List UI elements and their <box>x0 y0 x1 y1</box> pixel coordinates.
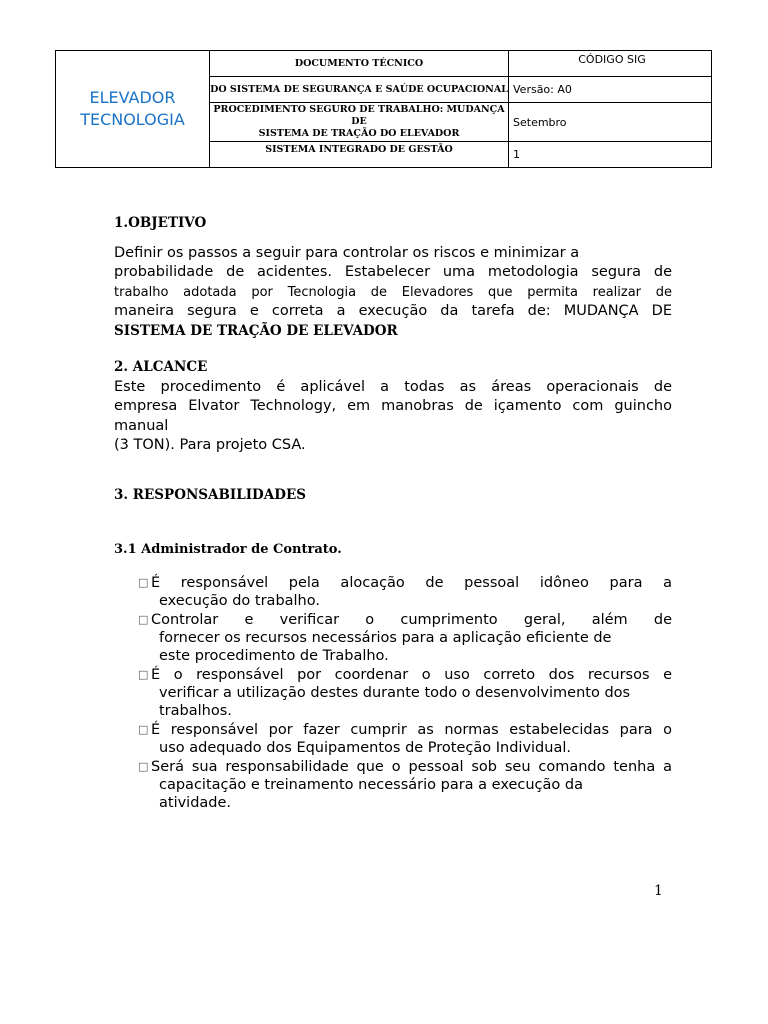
list-item-continuation: fornecer os recursos necessários para a aplicação eficiente de <box>159 630 612 646</box>
version-cell: Versão: A0 <box>509 77 712 103</box>
list-item-continuation: trabalhos. <box>159 703 232 719</box>
contract-admin-heading: 3.1 Administrador de Contrato. <box>114 542 342 557</box>
objective-line-2: probabilidade de acidentes. Estabelecer uma metodologia segura de <box>114 264 672 280</box>
scope-line-1: Este procedimento é aplicável a todas as áreas operacionais de <box>114 378 672 395</box>
bullet-glyph-icon: □ <box>138 613 149 626</box>
bullet-glyph-icon: □ <box>138 576 149 589</box>
objective-heading: 1.OBJETIVO <box>114 215 207 231</box>
logo-line-1: ELEVADOR <box>89 88 176 107</box>
list-item-continuation: execução do trabalho. <box>159 593 320 609</box>
doc-type-cell: DOCUMENTO TÉCNICO <box>210 51 509 77</box>
bullet-glyph-icon: □ <box>138 723 149 736</box>
list-item <box>138 574 672 610</box>
list-item <box>138 758 672 812</box>
subsection-contract-admin <box>114 540 672 560</box>
list-item-continuation: atividade. <box>159 795 232 811</box>
list-item-continuation: uso adequado dos Equipamentos de Proteção Individual. <box>159 740 571 756</box>
section-scope <box>114 358 672 456</box>
page-cell: 1 <box>509 141 712 167</box>
scope-heading: 2. ALCANCE <box>114 359 208 375</box>
list-item-first-line: É responsável por fazer cumprir as normas estabelecidas para o <box>151 722 672 738</box>
objective-line-4: maneira segura e correta a execução da tarefa de: MUDANÇA DE <box>114 303 672 319</box>
code-label-cell: CÓDIGO SIG <box>509 51 712 77</box>
responsibilities-list <box>138 574 672 813</box>
list-item-continuation: este procedimento de Trabalho. <box>159 648 389 664</box>
scope-line-2: empresa Elvator Technology, em manobras de içamento com guincho manual <box>114 398 672 434</box>
procedure-cell <box>210 103 509 141</box>
list-item-first-line: Controlar e verificar o cumprimento geral, além de <box>151 612 672 628</box>
responsibilities-heading: 3. RESPONSABILIDADES <box>114 487 306 503</box>
bullet-glyph-icon: □ <box>138 760 149 773</box>
list-item-continuation: verificar a utilização destes durante todo o desenvolvimento dos <box>159 685 631 701</box>
procedure-line-1: PROCEDIMENTO SEGURO DE TRABALHO: MUDANÇA DE <box>213 104 505 128</box>
scope-line-3: (3 TON). Para projeto CSA. <box>114 437 306 453</box>
list-item-text <box>151 611 672 665</box>
list-item-text <box>151 574 672 610</box>
integrated-system-cell: SISTEMA INTEGRADO DE GESTÃO <box>210 141 509 167</box>
objective-line-5: SISTEMA DE TRAÇÃO DE ELEVADOR <box>114 322 398 339</box>
list-item-text <box>151 666 672 720</box>
section-responsibilities <box>114 486 672 506</box>
month-cell: Setembro <box>509 103 712 141</box>
list-item-first-line: Será sua responsabilidade que o pessoal sob seu comando tenha a <box>151 759 672 775</box>
system-cell: DO SISTEMA DE SEGURANÇA E SAÚDE OCUPACIONAL <box>210 77 509 103</box>
company-logo <box>56 51 210 168</box>
page-number: 1 <box>654 883 663 899</box>
bullet-glyph-icon: □ <box>138 668 149 681</box>
list-item-text <box>151 721 672 757</box>
list-item-first-line: É responsável pela alocação de pessoal idôneo para a <box>151 575 672 591</box>
objective-line-1: Definir os passos a seguir para controlar os riscos e minimizar a <box>114 244 580 261</box>
list-item <box>138 721 672 757</box>
list-item-text <box>151 758 672 812</box>
list-item-continuation: capacitação e treinamento necessário para a execução da <box>159 777 583 793</box>
procedure-line-2: SISTEMA DE TRAÇÃO DO ELEVADOR <box>258 128 460 140</box>
objective-line-3: trabalho adotada por Tecnologia de Elevadores que permita realizar de <box>114 284 672 300</box>
section-objective <box>114 214 672 341</box>
logo-line-2: TECNOLOGIA <box>80 110 185 129</box>
list-item-first-line: É o responsável por coordenar o uso correto dos recursos e <box>151 667 672 683</box>
document-header-table <box>55 50 712 168</box>
list-item <box>138 611 672 665</box>
list-item <box>138 666 672 720</box>
